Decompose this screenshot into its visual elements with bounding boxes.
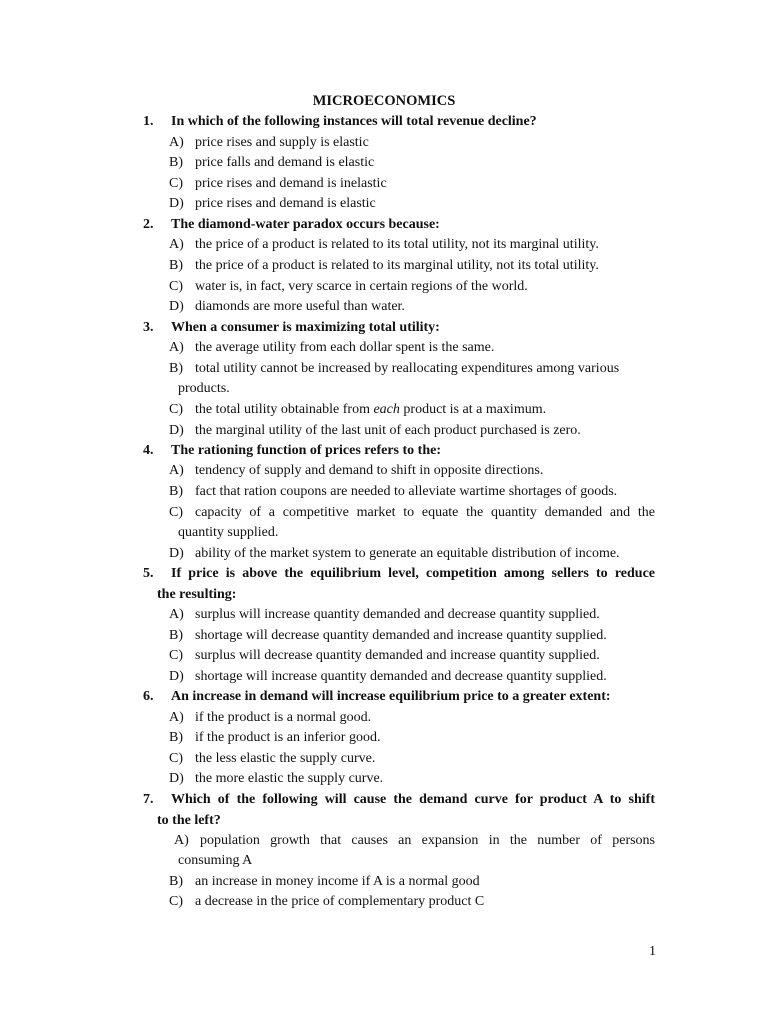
option-label: A) bbox=[169, 340, 184, 355]
option-5c bbox=[169, 646, 600, 666]
question-number: 6. bbox=[143, 689, 154, 704]
option-label: A) bbox=[169, 237, 184, 252]
option-1a bbox=[169, 133, 369, 153]
option-label: A) bbox=[169, 607, 184, 622]
option-text: capacity of a competitive market to equate the quantity demanded and the bbox=[195, 505, 655, 520]
option-4c-continuation: quantity supplied. bbox=[178, 525, 279, 540]
option-5d bbox=[169, 667, 607, 687]
question-number: 5. bbox=[143, 566, 154, 581]
question-5 bbox=[143, 564, 655, 584]
option-text: price falls and demand is elastic bbox=[195, 155, 375, 170]
option-text: surplus will increase quantity demanded and decrease quantity supplied. bbox=[195, 607, 600, 622]
option-4b bbox=[169, 482, 617, 502]
option-1c bbox=[169, 174, 387, 194]
question-number: 3. bbox=[143, 320, 154, 335]
question-1 bbox=[143, 112, 537, 132]
option-label: D) bbox=[169, 299, 184, 314]
option-3b-continuation: products. bbox=[178, 381, 230, 396]
option-label: D) bbox=[169, 196, 184, 211]
option-7b bbox=[169, 872, 480, 892]
option-label: B) bbox=[169, 361, 183, 376]
question-number: 4. bbox=[143, 443, 154, 458]
option-7a bbox=[174, 831, 655, 851]
option-label: C) bbox=[169, 505, 183, 520]
option-1d bbox=[169, 194, 376, 214]
option-text: price rises and demand is elastic bbox=[195, 196, 376, 211]
option-2c bbox=[169, 277, 528, 297]
option-label: B) bbox=[169, 874, 183, 889]
option-text: ability of the market system to generate an equitable distribution of income. bbox=[195, 546, 620, 561]
question-number: 2. bbox=[143, 217, 154, 232]
option-6b bbox=[169, 728, 380, 748]
page-title: MICROECONOMICS bbox=[312, 93, 456, 109]
option-5a bbox=[169, 605, 600, 625]
option-text: the price of a product is related to its total utility, not its marginal utility. bbox=[195, 237, 599, 252]
option-label: C) bbox=[169, 751, 183, 766]
question-2 bbox=[143, 215, 440, 235]
option-6c bbox=[169, 749, 375, 769]
question-number: 7. bbox=[143, 792, 154, 807]
question-text: If price is above the equilibrium level, competition among sellers to reduce bbox=[171, 566, 655, 581]
option-6d bbox=[169, 769, 383, 789]
option-text: the less elastic the supply curve. bbox=[195, 751, 376, 766]
question-5-continuation: the resulting: bbox=[157, 587, 237, 602]
option-label: C) bbox=[169, 894, 183, 909]
option-2a bbox=[169, 235, 599, 255]
option-label: B) bbox=[169, 730, 183, 745]
option-text: tendency of supply and demand to shift in opposite directions. bbox=[195, 463, 544, 478]
option-4d bbox=[169, 544, 620, 564]
option-3d bbox=[169, 421, 581, 441]
option-label: D) bbox=[169, 771, 184, 786]
option-7c bbox=[169, 892, 484, 912]
option-4a bbox=[169, 461, 543, 481]
option-text: total utility cannot be increased by reallocating expenditures among various bbox=[195, 361, 620, 376]
question-7-continuation: to the left? bbox=[157, 813, 221, 828]
question-number: 1. bbox=[143, 114, 154, 129]
option-label: C) bbox=[169, 176, 183, 191]
option-label: C) bbox=[169, 279, 183, 294]
question-3 bbox=[143, 318, 440, 338]
question-text: The rationing function of prices refers to the: bbox=[171, 443, 441, 458]
option-text: shortage will decrease quantity demanded and increase quantity supplied. bbox=[195, 628, 607, 643]
option-text-emphasis: each bbox=[373, 402, 400, 417]
option-text: the marginal utility of the last unit of each product purchased is zero. bbox=[195, 423, 581, 438]
question-text: When a consumer is maximizing total utility: bbox=[171, 320, 440, 335]
option-text: population growth that causes an expansion in the number of persons bbox=[200, 833, 655, 848]
option-4c bbox=[169, 503, 655, 523]
option-5b bbox=[169, 626, 607, 646]
option-text: price rises and demand is inelastic bbox=[195, 176, 387, 191]
question-text: An increase in demand will increase equilibrium price to a greater extent: bbox=[171, 689, 611, 704]
option-text: the more elastic the supply curve. bbox=[195, 771, 384, 786]
option-text: water is, in fact, very scarce in certain regions of the world. bbox=[195, 279, 528, 294]
option-text: surplus will decrease quantity demanded and increase quantity supplied. bbox=[195, 648, 600, 663]
page-number: 1 bbox=[649, 944, 656, 959]
option-label: B) bbox=[169, 258, 183, 273]
option-label: D) bbox=[169, 546, 184, 561]
option-7a-continuation: consuming A bbox=[178, 853, 253, 868]
option-text: fact that ration coupons are needed to alleviate wartime shortages of goods. bbox=[195, 484, 618, 499]
option-text: if the product is an inferior good. bbox=[195, 730, 381, 745]
option-text: an increase in money income if A is a normal good bbox=[195, 874, 480, 889]
option-text: the average utility from each dollar spent is the same. bbox=[195, 340, 495, 355]
option-2b bbox=[169, 256, 599, 276]
option-text-post: product is at a maximum. bbox=[399, 402, 547, 417]
option-label: C) bbox=[169, 402, 183, 417]
option-text: a decrease in the price of complementary product C bbox=[195, 894, 485, 909]
option-text: shortage will increase quantity demanded and decrease quantity supplied. bbox=[195, 669, 607, 684]
option-2d bbox=[169, 297, 405, 317]
option-6a bbox=[169, 708, 371, 728]
option-label: D) bbox=[169, 669, 184, 684]
option-1b bbox=[169, 153, 374, 173]
option-label: C) bbox=[169, 648, 183, 663]
option-label: A) bbox=[169, 463, 184, 478]
option-3c bbox=[169, 400, 546, 420]
option-label: B) bbox=[169, 155, 183, 170]
question-4 bbox=[143, 441, 441, 461]
option-label: A) bbox=[174, 833, 189, 848]
option-text: diamonds are more useful than water. bbox=[195, 299, 405, 314]
question-7 bbox=[143, 790, 655, 810]
question-6 bbox=[143, 687, 611, 707]
option-3a bbox=[169, 338, 494, 358]
question-text: Which of the following will cause the demand curve for product A to shift bbox=[171, 792, 655, 807]
option-label: B) bbox=[169, 628, 183, 643]
option-text: price rises and supply is elastic bbox=[195, 135, 369, 150]
option-text: the price of a product is related to its marginal utility, not its total utility. bbox=[195, 258, 599, 273]
option-label: A) bbox=[169, 135, 184, 150]
option-text-pre: the total utility obtainable from bbox=[195, 402, 374, 417]
option-text: if the product is a normal good. bbox=[195, 710, 372, 725]
option-label: A) bbox=[169, 710, 184, 725]
option-label: B) bbox=[169, 484, 183, 499]
question-text: In which of the following instances will total revenue decline? bbox=[171, 114, 537, 129]
option-3b bbox=[169, 359, 619, 379]
option-label: D) bbox=[169, 423, 184, 438]
question-text: The diamond-water paradox occurs because: bbox=[171, 217, 440, 232]
